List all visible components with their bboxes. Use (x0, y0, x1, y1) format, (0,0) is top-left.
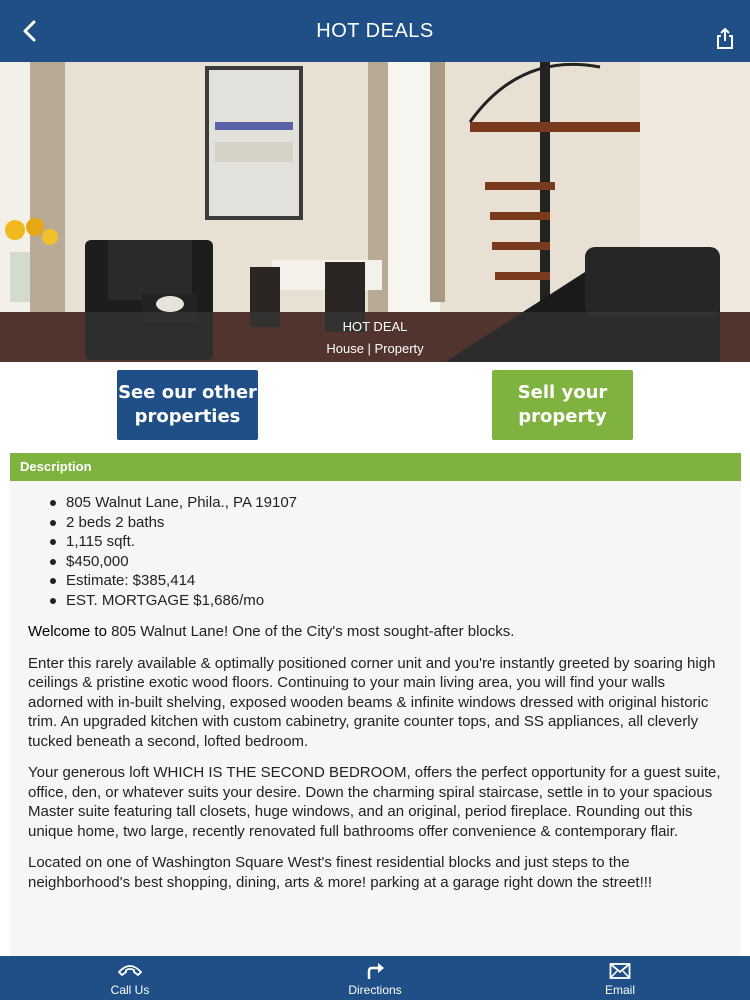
directions-tab[interactable] (315, 956, 435, 1000)
directions-label: Directions (348, 983, 402, 997)
see-other-properties-button[interactable]: See our other properties (117, 370, 258, 440)
description-paragraph: Located on one of Washington Square West's finest residential blocks and just steps to the neighborhood's best shopping, dining, arts & more! parking at a garage right down the street!!! (28, 854, 653, 891)
property-photo (0, 62, 750, 362)
description-paragraph: Enter this rarely available & optimally positioned corner unit and you're instantly greeted by soaring high ceilings & pristine exotic wood floors. Continuing to your main living area, you will find your walls adorned with in-built shelving, exposed wooden beams & infinite windows dressed with original historic trim. An upgraded kitchen with custom cabinetry, granite counter tops, and SS appliances, all cleverly tucked beneath a second, lofted bedroom. (28, 654, 716, 750)
bottom-tab-bar (0, 956, 750, 1000)
description-header: Description (10, 453, 741, 481)
caption-title: HOT DEAL (342, 319, 408, 334)
list-item: 1,115 sqft. (48, 532, 723, 552)
photo-caption (0, 312, 750, 362)
top-nav-bar (0, 0, 750, 62)
list-item: Estimate: $385,414 (48, 571, 723, 591)
welcome-paragraph (28, 622, 723, 642)
property-facts-list (28, 493, 723, 610)
caption-subtitle: House | Property (326, 341, 424, 356)
page-title: HOT DEALS (316, 20, 434, 42)
email-tab[interactable] (560, 956, 680, 1000)
email-label: Email (604, 983, 635, 997)
envelope-icon (609, 962, 631, 980)
turn-right-arrow-icon (364, 962, 386, 980)
list-item: $450,000 (48, 552, 723, 572)
sell-your-property-button[interactable]: Sell your property (492, 370, 633, 440)
call-us-label: Call Us (110, 983, 150, 997)
description-paragraph: Your generous loft WHICH IS THE SECOND BEDROOM, offers the perfect opportunity for a guest suite, office, den, or whatever suits your desire. Down the charming spiral staircase, settle in to your spacious Master suite featuring tall closets, huge windows, and an original, period fireplace. Rounding out this unique home, two large, recently renovated full bathrooms offer convenience & contemporary flair. (28, 764, 721, 840)
list-item: 2 beds 2 baths (48, 513, 723, 533)
share-icon[interactable] (716, 28, 734, 50)
list-item: 805 Walnut Lane, Phila., PA 19107 (48, 493, 723, 513)
welcome-lead: Welcome to (28, 623, 107, 640)
call-us-tab[interactable] (70, 956, 190, 1000)
list-item: EST. MORTGAGE $1,686/mo (48, 591, 723, 611)
welcome-text: 805 Walnut Lane! One of the City's most sought-after blocks. (106, 623, 515, 640)
description-body (10, 481, 741, 956)
phone-icon (116, 962, 144, 980)
